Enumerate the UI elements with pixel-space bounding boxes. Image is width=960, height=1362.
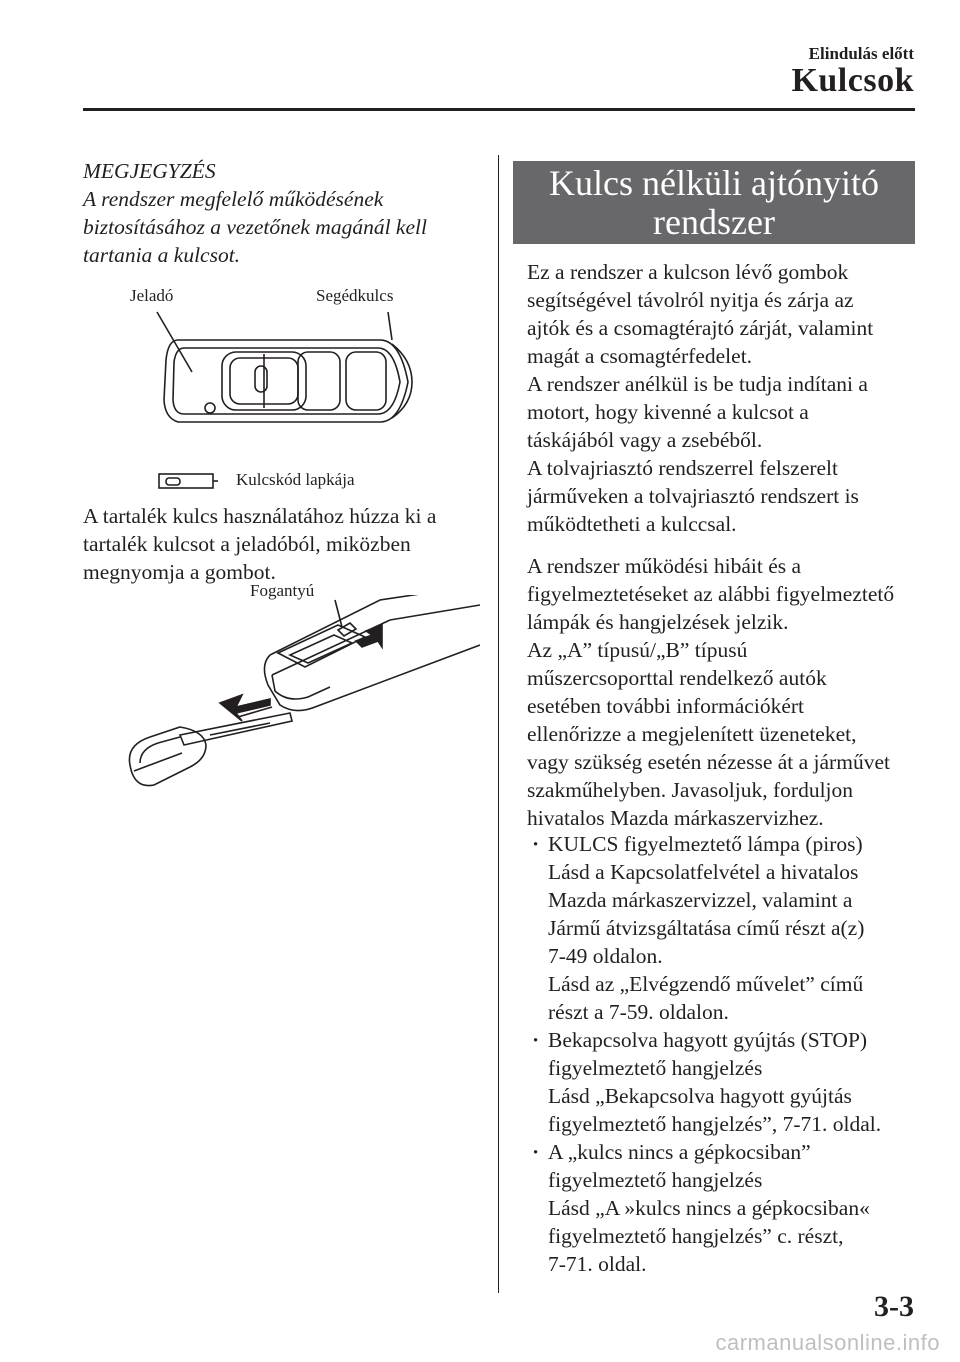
list-item-line: Lásd „A »kulcs nincs a gépkocsiban« (548, 1196, 870, 1220)
paragraph-line: megnyomja a gombot. (83, 560, 276, 584)
paragraph-line: Az „A” típusú/„B” típusú (527, 638, 748, 662)
section-title-line: rendszer (653, 201, 775, 242)
leader-line (388, 312, 392, 340)
list-item-line: figyelmeztető hangjelzés (548, 1168, 763, 1192)
list-item (527, 830, 917, 1026)
list-item-line: figyelmeztető hangjelzés” c. részt, (548, 1224, 844, 1248)
note-line: tartania a kulcsot. (83, 243, 241, 267)
page-number: 3-3 (874, 1290, 914, 1323)
pull-arrow (220, 695, 270, 721)
list-item-line: 7-49 oldalon. (548, 944, 663, 968)
paragraph-line: figyelmeztetéseket az alábbi figyelmeztető (527, 582, 895, 606)
list-item-line: Lásd a Kapcsolatfelvétel a hivatalos (548, 860, 859, 884)
paragraph-line: segítségével távolról nyitja és zárja az (527, 288, 854, 312)
list-item-line: · KULCS figyelmeztető lámpa (piros) (548, 832, 863, 856)
paragraph-line: A tartalék kulcs használatához húzza ki a (83, 504, 437, 528)
paragraph-line: vagy szükség esetén nézesse át a járművet (527, 750, 890, 774)
paragraph-line: A rendszer működési hibáit és a (527, 554, 802, 578)
emergency-key-illustration (120, 595, 480, 805)
note-line: A rendszer megfelelő működésének (83, 187, 384, 211)
paragraph-line: magát a csomagtérfedelet. (527, 344, 753, 368)
list-item-line: Lásd az „Elvégzendő művelet” című (548, 972, 864, 996)
chapter-title: Kulcsok (791, 62, 914, 99)
label-aux-key: Segédkulcs (316, 286, 394, 305)
list-item-line: 7-71. oldal. (548, 1252, 647, 1276)
list-item-line: részt a 7-59. oldalon. (548, 1000, 729, 1024)
paragraph-line: esetében további információkért (527, 694, 805, 718)
paragraph-line: hivatalos Mazda márkaszervizhez. (527, 806, 824, 830)
header-divider (83, 108, 915, 111)
watermark: carmanualsonline.info (715, 1330, 940, 1355)
note-line: biztosításához a vezetőnek magánál kell (83, 215, 427, 239)
paragraph-line: Ez a rendszer a kulcson lévő gombok (527, 260, 849, 284)
led-indicator (205, 403, 215, 413)
paragraph-line: működtetheti a kulccsal. (527, 512, 737, 536)
list-item-line: Jármű átvizsgáltatása című részt a(z) (548, 916, 865, 940)
paragraph-line: tartalék kulcsot a jeladóból, miközben (83, 532, 411, 556)
column-divider (498, 155, 499, 1293)
paragraph-line: járműveken a tolvajriasztó rendszert is (527, 484, 859, 508)
warning-description (527, 552, 917, 832)
paragraph-line: ajtók és a csomagtérajtó zárját, valamint (527, 316, 874, 340)
paragraph-line: műszercsoporttal rendelkező autók (527, 666, 827, 690)
list-item-line: · A „kulcs nincs a gépkocsiban” (548, 1140, 811, 1164)
list-item-line: · Bekapcsolva hagyott gyújtás (STOP) (548, 1028, 868, 1052)
list-item (527, 1138, 917, 1278)
note-title: MEGJEGYZÉS (83, 159, 216, 183)
paragraph-line: motort, hogy kivenné a kulcsot a (527, 400, 809, 424)
section-title-line: Kulcs nélküli ajtónyitó (549, 162, 879, 203)
fob-body (264, 645, 480, 711)
list-item-line: Mazda márkaszervizzel, valamint a (548, 888, 853, 912)
key-code-tag-icon (158, 472, 218, 492)
instruction-paragraph (83, 502, 483, 586)
section-header: Elindulás előtt (808, 44, 914, 63)
trunk-button (346, 352, 386, 410)
leader-line (335, 600, 342, 627)
paragraph-line: szakműhelyben. Javasoljuk, forduljon (527, 778, 854, 802)
list-item (527, 1026, 917, 1138)
list-item-line: figyelmeztető hangjelzés (548, 1056, 763, 1080)
paragraph-line: A rendszer anélkül is be tudja indítani a (527, 372, 868, 396)
label-transmitter: Jeladó (130, 286, 174, 305)
label-handle: Fogantyú (250, 581, 315, 600)
paragraph-line: ellenőrizze a megjelenített üzeneteket, (527, 722, 857, 746)
system-description (527, 258, 917, 538)
paragraph-line: A tolvajriasztó rendszerrel felszerelt (527, 456, 839, 480)
paragraph-line: lámpák és hangjelzések jelzik. (527, 610, 789, 634)
list-item-line: figyelmeztető hangjelzés”, 7-71. oldal. (548, 1112, 882, 1136)
label-key-code: Kulcskód lapkája (236, 470, 355, 489)
warning-list (527, 830, 917, 1278)
push-arrow (356, 625, 382, 647)
section-banner (513, 161, 915, 244)
note-block (83, 157, 483, 269)
list-item-line: Lásd „Bekapcsolva hagyott gyújtás (548, 1084, 852, 1108)
paragraph-line: táskájából vagy a zsebéből. (527, 428, 763, 452)
